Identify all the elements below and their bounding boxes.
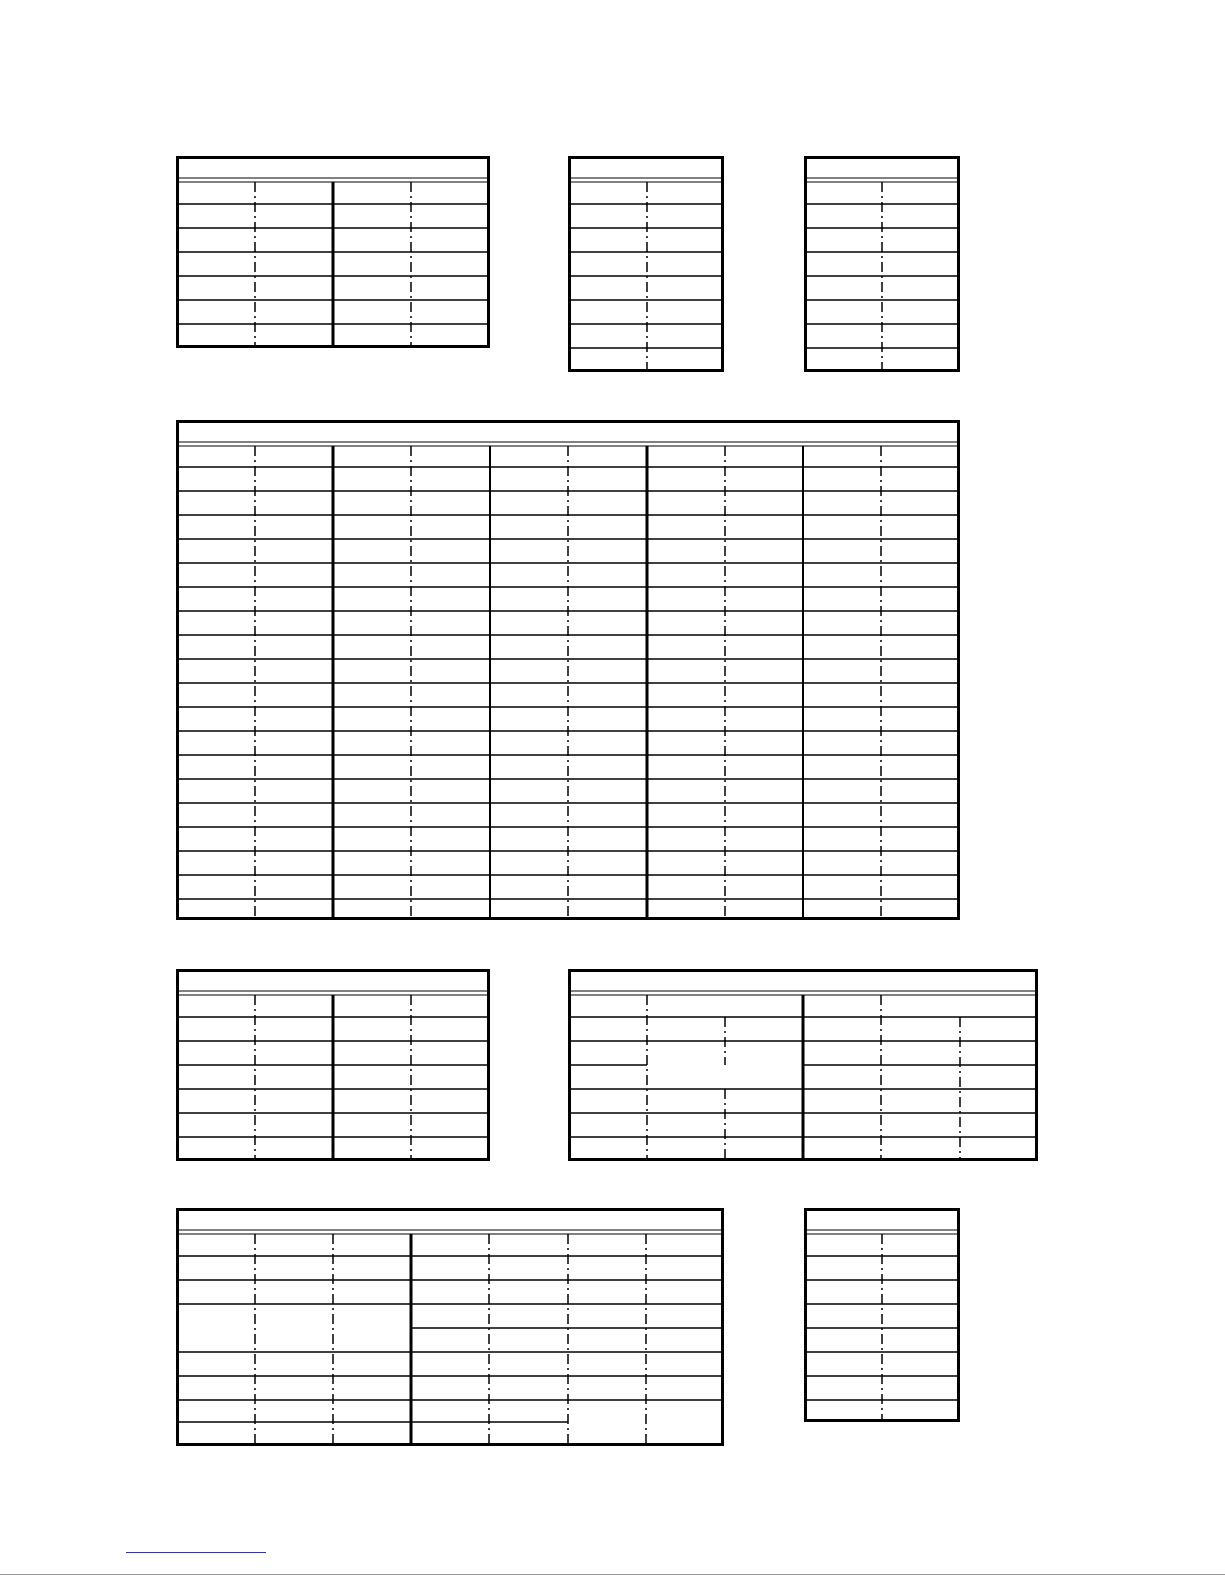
table-4 [176, 420, 960, 920]
page-footer-rule [0, 1574, 1225, 1575]
table-7-grid [176, 1208, 724, 1446]
table-5 [176, 969, 490, 1161]
table-8 [804, 1208, 960, 1422]
table-7-border [178, 1210, 723, 1445]
table-1 [176, 156, 490, 348]
table-1-grid [176, 156, 490, 348]
table-2 [568, 156, 724, 372]
table-5-grid [176, 969, 490, 1161]
table-6-grid [568, 969, 1038, 1161]
table-6 [568, 969, 1038, 1161]
table-3 [804, 156, 960, 372]
table-2-grid [568, 156, 724, 372]
table-8-grid [804, 1208, 960, 1422]
table-7 [176, 1208, 724, 1446]
hyperlink-underline[interactable] [126, 1552, 266, 1553]
table-3-grid [804, 156, 960, 372]
table-4-grid [176, 420, 960, 920]
table-2-border [570, 158, 723, 371]
